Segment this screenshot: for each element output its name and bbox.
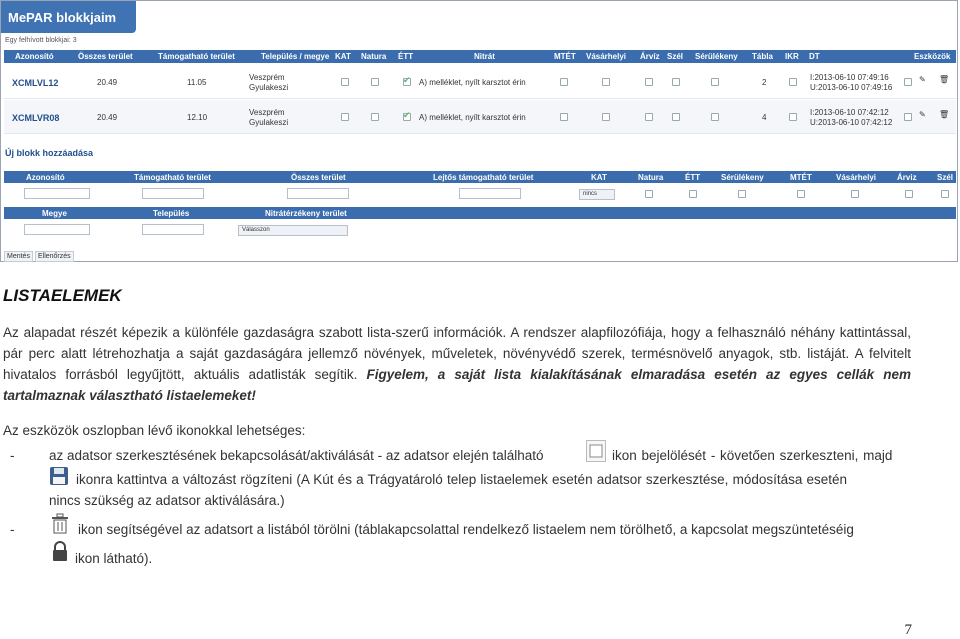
col-header[interactable]: Árvíz [640,52,660,61]
bullet: - [10,522,15,537]
ett-checkbox[interactable] [403,78,411,86]
form-col: Lejtős támogatható terület [433,173,534,182]
col-header[interactable]: KAT [335,52,351,61]
paragraph-intro [3,322,911,406]
natura-checkbox[interactable] [371,78,379,86]
vasarhelyi-checkbox[interactable] [851,190,859,198]
serulekeny-checkbox[interactable] [711,113,719,121]
vasarhelyi-checkbox[interactable] [602,78,610,86]
block-id[interactable]: XCMLVL12 [12,78,59,88]
ett-checkbox[interactable] [689,190,697,198]
checkbox-icon [586,440,606,462]
total-area-input[interactable] [287,188,349,199]
supported-area: 12.10 [187,113,208,122]
table-header [4,50,956,63]
supported-area-input[interactable] [142,188,204,199]
col-header[interactable]: Sérülékeny [695,52,738,61]
form-header [4,171,956,183]
section-heading: LISTAELEMEK [3,286,122,305]
col-header[interactable]: Település / megye [261,52,330,61]
app-screenshot [0,0,958,262]
supported-area: 11.05 [187,78,207,87]
dt-value: I:2013-06-10 07:49:16 U:2013-06-10 07:49:16 [810,73,893,92]
col-header[interactable]: ÉTT [398,52,414,61]
id-input[interactable] [24,188,90,199]
natura-checkbox[interactable] [371,113,379,121]
nitrate-value: A) melléklet, nyílt karsztot érin [419,113,526,122]
total-area: 20.49 [97,113,118,122]
county-input[interactable] [24,224,90,235]
col-header[interactable]: Nitrát [474,52,495,61]
form-col: Összes terület [291,173,346,182]
ikr-checkbox[interactable] [789,113,797,121]
arviz-checkbox[interactable] [905,190,913,198]
save-icon [49,466,69,488]
app-title: MePAR blokkjaim [1,1,136,33]
table-row[interactable] [4,100,956,134]
col-header[interactable]: IKR [785,52,799,61]
save-button[interactable]: Mentés [4,251,33,262]
form-header [4,207,956,219]
row-select-checkbox[interactable] [904,113,912,121]
szel-checkbox[interactable] [941,190,949,198]
szel-checkbox[interactable] [672,113,680,121]
serulekeny-checkbox[interactable] [738,190,746,198]
form-col: Natura [638,173,664,182]
mtet-checkbox[interactable] [797,190,805,198]
check-button[interactable]: Ellenőrzés [35,251,74,262]
block-id[interactable]: XCMLVR08 [12,113,60,123]
form-col: Azonosító [26,173,65,182]
form-col: KAT [591,173,607,182]
edit-icon[interactable]: ✎ [919,75,926,84]
form-col: Vásárhelyi [836,173,877,182]
action-bar [4,251,76,262]
dt-value: I:2013-06-10 07:42:12 U:2013-06-10 07:42:12 [810,108,893,127]
trash-icon [49,511,69,533]
edit-icon[interactable]: ✎ [919,110,926,119]
szel-checkbox[interactable] [672,78,680,86]
tabla-count: 2 [762,78,767,87]
kat-checkbox[interactable] [341,113,349,121]
form-col: Nitrátérzékeny terület [265,209,347,218]
col-header[interactable]: Azonosító [15,52,54,61]
row-select-checkbox[interactable] [904,78,912,86]
settlement-input[interactable] [142,224,204,235]
total-area: 20.49 [97,78,118,87]
lock-icon [49,540,69,562]
table-row[interactable] [4,65,956,99]
mtet-checkbox[interactable] [560,113,568,121]
ikr-checkbox[interactable] [789,78,797,86]
item1-text-a: az adatsor szerkesztésének bekapcsolását/aktiválását - az adatsor elején található [49,448,544,463]
item1-text-c: ikonra kattintva a változást rögzíteni (A Kút és a Trágyatároló telep listaelemek esetén adatsor szerkesztése, módosítása esetén [76,472,848,487]
trash-icon[interactable]: 🗑 [939,110,950,119]
form-col: Árviz [897,173,917,182]
item2-text-b: ikon látható). [75,551,153,566]
col-header[interactable]: Szél [667,52,684,61]
mtet-checkbox[interactable] [560,78,568,86]
form-col: Megye [42,209,67,218]
form-col: Támogatható terület [134,173,211,182]
ett-checkbox[interactable] [403,113,411,121]
kat-select[interactable]: nincs [579,189,615,200]
serulekeny-checkbox[interactable] [711,78,719,86]
item1-text-b: ikon bejelölését - követően szerkeszteni, majd [612,448,893,463]
form-col: ÉTT [685,173,701,182]
natura-checkbox[interactable] [645,190,653,198]
trash-icon[interactable]: 🗑 [939,75,950,84]
col-header[interactable]: Natura [361,52,387,61]
col-header[interactable]: DT [809,52,820,61]
paragraph-tools: Az eszközök oszlopban lévő ikonokkal lehetséges: [3,423,306,438]
warning-text: Figyelem, a saját lista kialakításának elmaradása esetén az egyes cellák nem tartalmaznak választható listaelemeket! [3,367,911,403]
intro-text: Az alapadat részét képezik a különféle gazdaságra szabott lista-szerű információk. A rendszer alapfilozófiája, hogy a felhasználó néhány kattintással, pár perc alatt létrehozhatja a saját gazdaságára jellemző növények, műveletek, növényvédő szerek, termésnövelő anyagok, stb. listáját. A felvitelt hivatalos forrásból legyűjtött, aktuális adatlisták segítik. [3,325,911,382]
arviz-checkbox[interactable] [645,78,653,86]
item1-text-d: nincs szükség az adatsor aktiválására.) [49,493,285,508]
nitrate-select[interactable]: Válasszon [238,225,348,236]
place: Veszprém Gyulakeszi [249,108,289,127]
form-col: Szél [937,173,954,182]
col-header[interactable]: Eszközök [914,52,951,61]
item2-text-a: ikon segítségével az adatsort a listából törölni (táblakapcsolattal rendelkező listaelem nem törölhető, a kapcsolat megszüntetéséig [78,522,854,537]
tabla-count: 4 [762,113,767,122]
place: Veszprém Gyulakeszi [249,73,289,92]
slope-area-input[interactable] [459,188,521,199]
col-header[interactable]: Összes terület [78,52,133,61]
col-header[interactable]: Tábla [752,52,773,61]
form-col: Település [153,209,190,218]
col-header[interactable]: Vásárhelyi [586,52,627,61]
nitrate-value: A) melléklet, nyílt karsztot érin [419,78,526,87]
form-col: MTÉT [790,173,812,182]
bullet: - [10,448,15,463]
vasarhelyi-checkbox[interactable] [602,113,610,121]
filter-label: Egy felhívott blokkjai: 3 [5,37,77,44]
col-header[interactable]: MTÉT [554,52,576,61]
form-col: Sérülékeny [721,173,764,182]
col-header[interactable]: Támogatható terület [158,52,235,61]
new-block-title: Új blokk hozzáadása [5,148,94,158]
arviz-checkbox[interactable] [645,113,653,121]
kat-checkbox[interactable] [341,78,349,86]
